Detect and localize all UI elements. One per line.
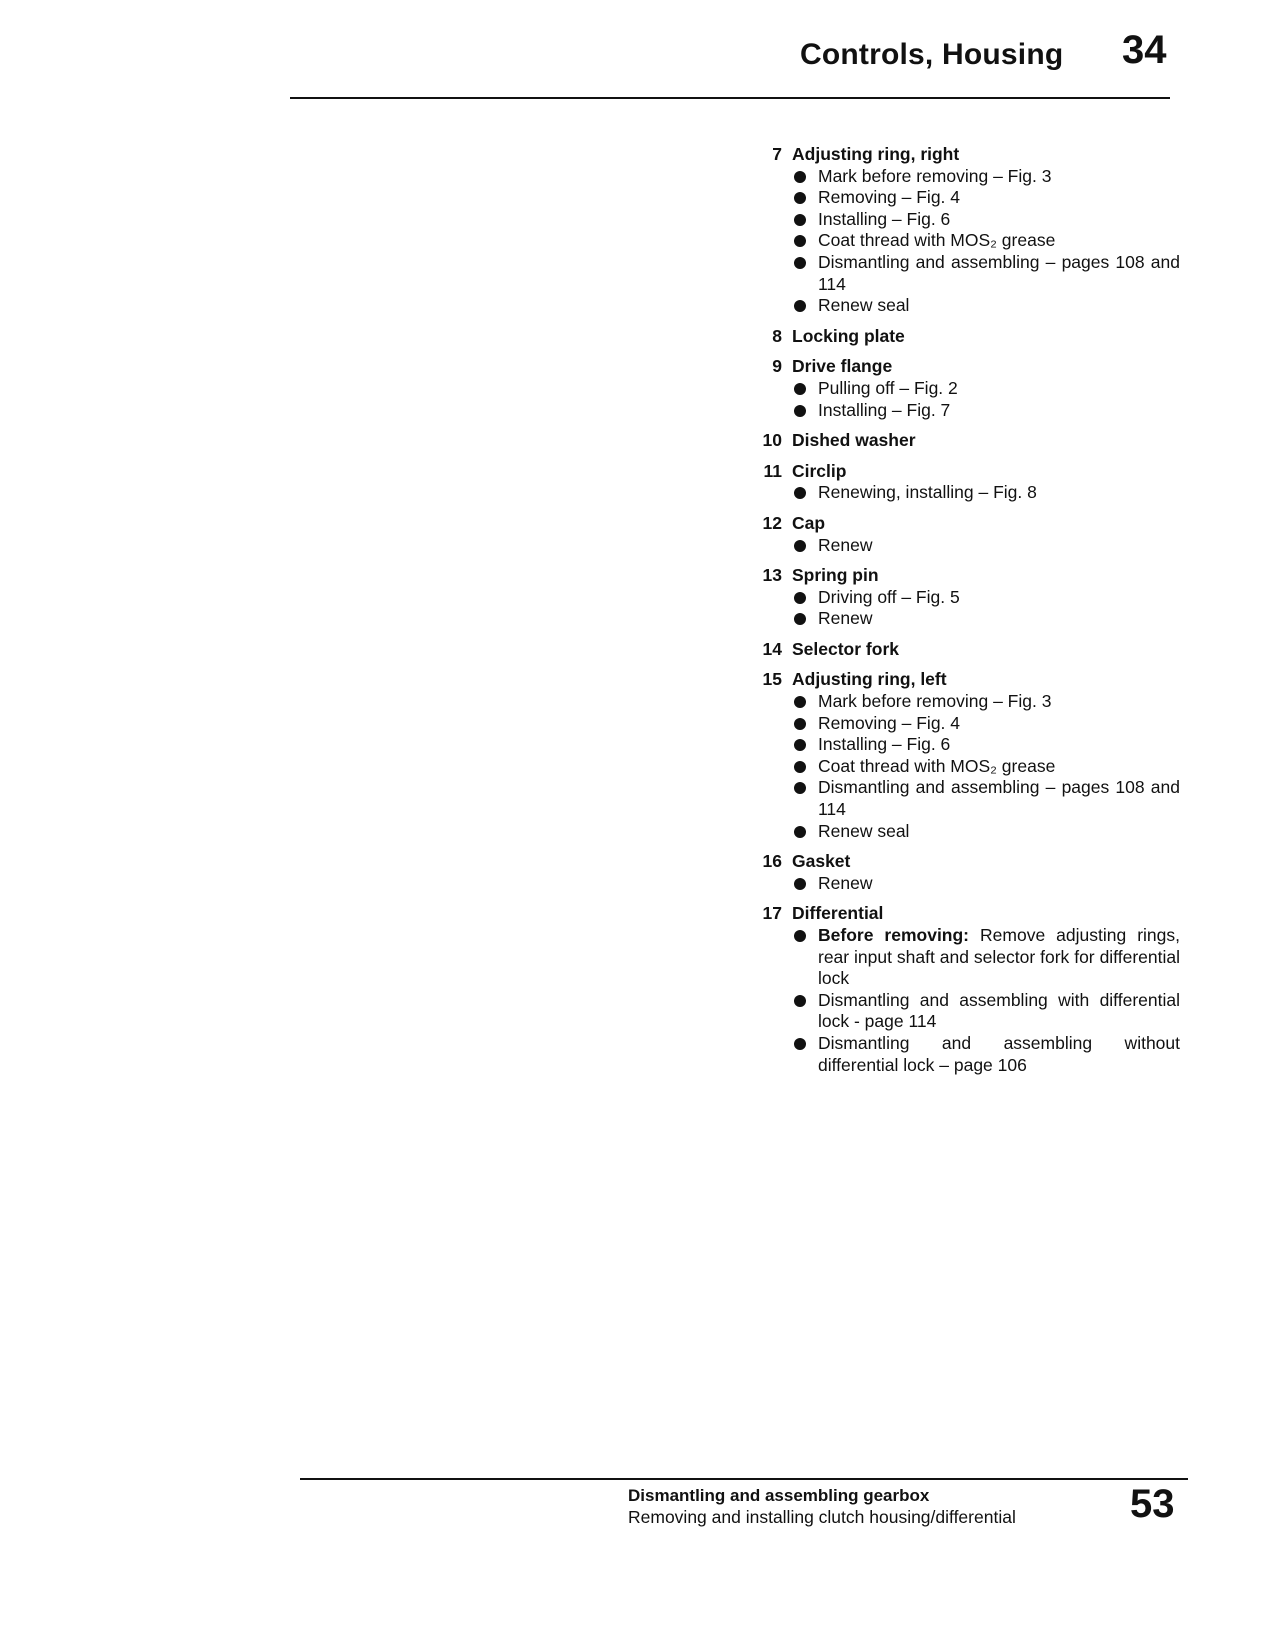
bullet-item — [792, 1033, 1180, 1076]
bullet-text: Mark before removing – Fig. 3 — [818, 165, 1052, 186]
bullet-dot-icon — [794, 214, 806, 226]
bullet-list — [792, 925, 1180, 1076]
bullet-item — [792, 756, 1180, 778]
bullet-text: Remove adjusting rings, rear input shaft and selector fork for differential lock — [818, 925, 1180, 989]
list-item — [756, 639, 1180, 661]
bullet-dot-icon — [794, 171, 806, 183]
bullet-item — [792, 873, 1180, 895]
bullet-text: Installing – Fig. 6 — [818, 734, 951, 755]
bullet-text: Dismantling and assembling – pages 108 and 114 — [818, 777, 1180, 820]
list-item — [756, 326, 1180, 348]
bullet-dot-icon — [794, 878, 806, 890]
bullet-list — [792, 482, 1180, 504]
bullet-list — [792, 587, 1180, 630]
bullet-dot-icon — [794, 761, 806, 773]
item-title: Dished washer — [792, 430, 916, 451]
page-title: Controls, Housing — [800, 38, 1064, 71]
bullet-text: Installing – Fig. 7 — [818, 399, 951, 420]
bullet-dot-icon — [794, 487, 806, 499]
bullet-dot-icon — [794, 540, 806, 552]
bullet-list — [792, 873, 1180, 895]
list-item — [756, 461, 1180, 504]
item-number: 15 — [762, 669, 782, 690]
bullet-dot-icon — [794, 826, 806, 838]
bullet-text: Renew — [818, 872, 873, 893]
bullet-text: Coat thread with MOS₂ grease — [818, 230, 1056, 251]
bullet-item — [792, 400, 1180, 422]
item-number: 11 — [763, 460, 782, 481]
item-number: 17 — [762, 903, 782, 924]
bullet-item — [792, 295, 1180, 317]
bullet-dot-icon — [794, 257, 806, 269]
bullet-list — [792, 166, 1180, 317]
bullet-dot-icon — [794, 995, 806, 1007]
bullet-dot-icon — [794, 613, 806, 625]
item-title: Adjusting ring, left — [792, 669, 947, 690]
bullet-item — [792, 535, 1180, 557]
item-number: 14 — [762, 638, 782, 659]
item-number: 8 — [772, 325, 782, 346]
parts-list — [756, 144, 1180, 1085]
bullet-item — [792, 187, 1180, 209]
bullet-dot-icon — [794, 782, 806, 794]
bullet-dot-icon — [794, 718, 806, 730]
item-title: Spring pin — [792, 565, 879, 586]
bullet-item — [792, 587, 1180, 609]
bullet-dot-icon — [794, 192, 806, 204]
bullet-dot-icon — [794, 696, 806, 708]
bullet-text: Dismantling and assembling – pages 108 and 114 — [818, 251, 1180, 294]
bullet-item — [792, 925, 1180, 990]
list-item — [756, 356, 1180, 421]
footer-title: Dismantling and assembling gearbox — [628, 1486, 930, 1505]
list-item — [756, 565, 1180, 630]
item-number: 9 — [772, 356, 782, 377]
item-title: Drive flange — [792, 356, 893, 377]
bullet-list — [792, 535, 1180, 557]
bullet-dot-icon — [794, 405, 806, 417]
list-item — [756, 903, 1180, 1076]
bullet-text: Installing – Fig. 6 — [818, 208, 951, 229]
bullet-dot-icon — [794, 300, 806, 312]
bullet-item — [792, 166, 1180, 188]
bullet-text: Removing – Fig. 4 — [818, 712, 961, 733]
bullet-item — [792, 990, 1180, 1033]
bullet-item — [792, 378, 1180, 400]
item-title: Circlip — [792, 460, 847, 481]
header-divider — [290, 97, 1170, 99]
list-item — [756, 851, 1180, 894]
bullet-text: Pulling off – Fig. 2 — [818, 377, 958, 398]
bullet-list — [792, 378, 1180, 421]
bullet-dot-icon — [794, 1038, 806, 1050]
bullet-dot-icon — [794, 739, 806, 751]
item-title: Differential — [792, 903, 884, 924]
bullet-item — [792, 230, 1180, 252]
bullet-item — [792, 252, 1180, 295]
section-number: 34 — [1122, 28, 1167, 72]
item-title: Cap — [792, 512, 826, 533]
bullet-item — [792, 777, 1180, 820]
item-title: Adjusting ring, right — [792, 144, 960, 164]
page-number: 53 — [1130, 1482, 1175, 1526]
bullet-prefix: Before removing: — [818, 925, 970, 945]
bullet-text: Renewing, installing – Fig. 8 — [818, 482, 1037, 503]
list-item — [756, 513, 1180, 556]
bullet-text: Dismantling and assembling with differential lock - page 114 — [818, 989, 1180, 1032]
bullet-item — [792, 691, 1180, 713]
bullet-list — [792, 691, 1180, 842]
bullet-dot-icon — [794, 592, 806, 604]
bullet-text: Renew — [818, 534, 873, 555]
item-number: 16 — [762, 851, 782, 872]
list-item — [756, 669, 1180, 842]
bullet-text: Coat thread with MOS₂ grease — [818, 755, 1056, 776]
item-title: Selector fork — [792, 638, 899, 659]
bullet-item — [792, 821, 1180, 843]
footer-subtitle: Removing and installing clutch housing/differential — [628, 1507, 1016, 1527]
bullet-dot-icon — [794, 235, 806, 247]
bullet-text: Renew — [818, 608, 873, 629]
bullet-item — [792, 482, 1180, 504]
bullet-dot-icon — [794, 383, 806, 395]
bullet-item — [792, 608, 1180, 630]
item-number: 7 — [772, 144, 782, 164]
bullet-item — [792, 713, 1180, 735]
item-number: 12 — [762, 512, 782, 533]
item-number: 10 — [762, 430, 782, 451]
bullet-item — [792, 209, 1180, 231]
list-item — [756, 430, 1180, 452]
item-title: Gasket — [792, 851, 851, 872]
bullet-dot-icon — [794, 930, 806, 942]
bullet-text: Driving off – Fig. 5 — [818, 586, 960, 607]
bullet-text: Dismantling and assembling without differential lock – page 106 — [818, 1032, 1180, 1075]
bullet-text: Mark before removing – Fig. 3 — [818, 691, 1052, 712]
bullet-text: Renew seal — [818, 820, 910, 841]
bullet-item — [792, 734, 1180, 756]
list-item — [756, 144, 1180, 317]
bullet-text: Renew seal — [818, 295, 910, 316]
bullet-text: Removing – Fig. 4 — [818, 187, 961, 208]
footer-divider — [300, 1478, 1188, 1480]
item-number: 13 — [762, 565, 782, 586]
item-title: Locking plate — [792, 325, 905, 346]
